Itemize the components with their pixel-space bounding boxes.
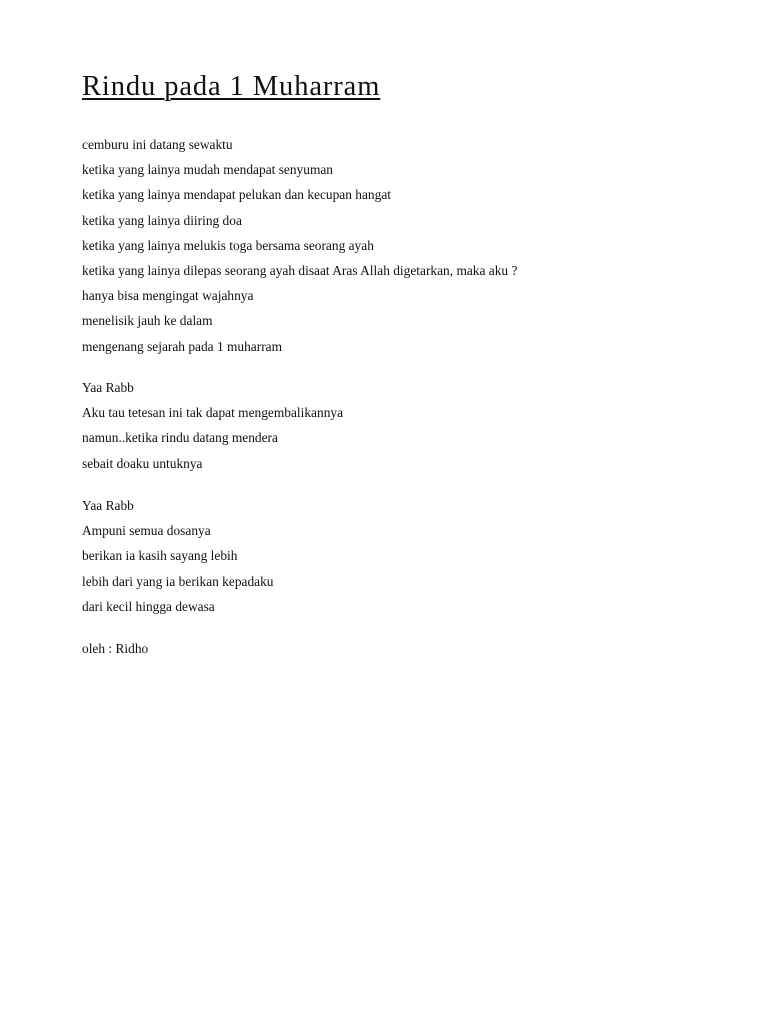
poem-title: Rindu pada 1 Muharram	[82, 71, 381, 102]
poem-line: menelisik jauh ke dalam	[82, 313, 213, 329]
poem-line: namun..ketika rindu datang mendera	[82, 430, 278, 446]
document-page	[82, 0, 722, 1024]
poem-line: Yaa Rabb	[82, 498, 134, 513]
author-line: oleh : Ridho	[82, 641, 149, 656]
poem-line: Yaa Rabb	[82, 380, 134, 395]
poem-line: lebih dari yang ia berikan kepadaku	[82, 573, 274, 589]
poem-line: ketika yang lainya mendapat pelukan dan kecupan hangat	[82, 187, 391, 203]
poem-line: mengenang sejarah pada 1 muharram	[82, 338, 283, 354]
poem-line: sebait doaku untuknya	[82, 455, 203, 471]
poem-line: Ampuni semua dosanya	[82, 523, 211, 539]
stanza-1	[82, 132, 517, 359]
poem-line: ketika yang lainya diiring doa	[82, 212, 242, 228]
poem-line: berikan ia kasih sayang lebih	[82, 548, 238, 564]
poem-line: ketika yang lainya dilepas seorang ayah disaat Aras Allah digetarkan, maka aku ?	[82, 262, 518, 278]
stanza-2	[82, 375, 343, 476]
poem-line: Aku tau tetesan ini tak dapat mengembalikannya	[82, 405, 344, 421]
poem-line: cemburu ini datang sewaktu	[82, 137, 233, 152]
poem-line: ketika yang lainya mudah mendapat senyuman	[82, 162, 333, 178]
poem-line: dari kecil hingga dewasa	[82, 598, 215, 614]
poem-line: hanya bisa mengingat wajahnya	[82, 288, 254, 304]
stanza-3	[82, 493, 273, 619]
author-attribution	[82, 636, 148, 661]
poem-line: ketika yang lainya melukis toga bersama seorang ayah	[82, 237, 374, 253]
